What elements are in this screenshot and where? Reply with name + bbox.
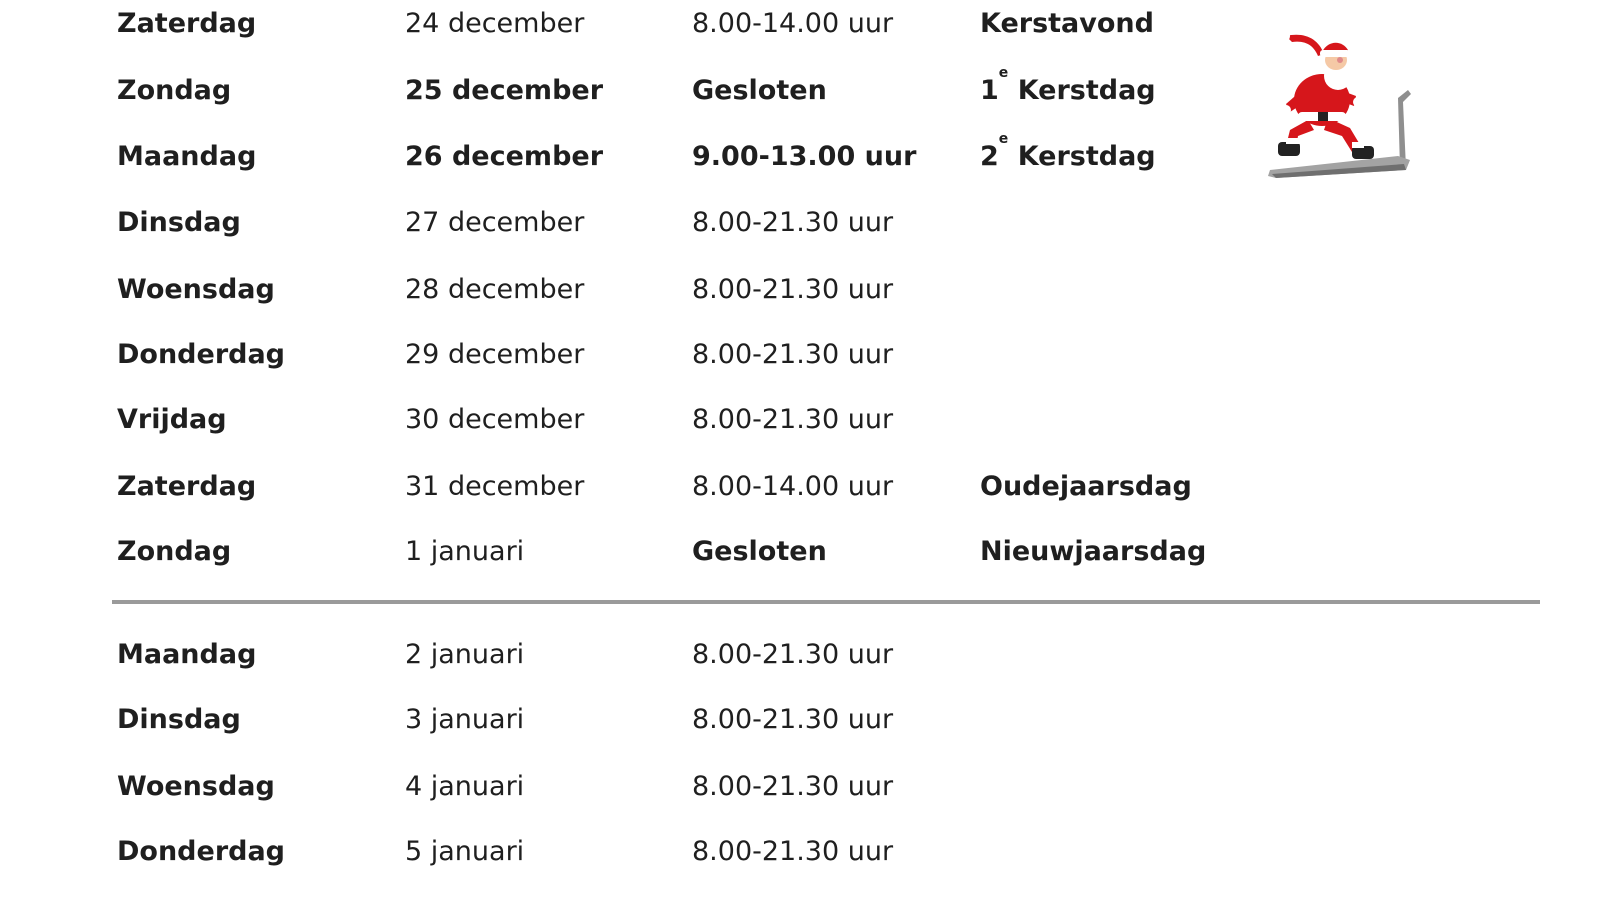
opening-hours: 8.00-14.00 uur	[692, 471, 894, 502]
holiday-label: Kerstavond	[980, 8, 1154, 39]
day-name: Dinsdag	[117, 704, 241, 735]
schedule-row	[0, 635, 1600, 675]
holiday-label	[980, 65, 1156, 111]
holiday-ordinal: 2	[980, 141, 999, 172]
day-name: Donderdag	[117, 339, 286, 370]
opening-hours: 8.00-21.30 uur	[692, 207, 894, 238]
holiday-label: Nieuwjaarsdag	[980, 536, 1207, 567]
section-divider	[112, 600, 1540, 604]
day-name: Zaterdag	[117, 471, 257, 502]
day-name: Maandag	[117, 639, 257, 670]
day-name: Zondag	[117, 75, 232, 106]
opening-hours: 8.00-21.30 uur	[692, 274, 894, 305]
opening-hours: Gesloten	[692, 536, 827, 567]
date: 29 december	[405, 339, 585, 370]
day-name: Zondag	[117, 536, 232, 567]
date: 31 december	[405, 471, 585, 502]
ordinal-suffix: e	[998, 131, 1009, 147]
schedule-row	[0, 767, 1600, 807]
date: 25 december	[405, 75, 604, 106]
opening-hours: 8.00-21.30 uur	[692, 771, 894, 802]
schedule-row	[0, 532, 1600, 572]
schedule-row	[0, 400, 1600, 440]
schedule-row	[0, 467, 1600, 507]
date: 4 januari	[405, 771, 525, 802]
opening-hours: Gesloten	[692, 75, 827, 106]
opening-hours: 9.00-13.00 uur	[692, 141, 917, 172]
schedule-row	[0, 203, 1600, 243]
schedule-row	[0, 335, 1600, 375]
schedule-row	[0, 270, 1600, 310]
day-name: Woensdag	[117, 274, 275, 305]
opening-hours: 8.00-21.30 uur	[692, 704, 894, 735]
opening-hours: 8.00-21.30 uur	[692, 339, 894, 370]
date: 5 januari	[405, 836, 525, 867]
schedule-row	[0, 832, 1600, 872]
holiday-name: Kerstdag	[1008, 75, 1156, 106]
day-name: Zaterdag	[117, 8, 257, 39]
date: 26 december	[405, 141, 604, 172]
date: 3 januari	[405, 704, 525, 735]
opening-hours: 8.00-21.30 uur	[692, 404, 894, 435]
schedule-row	[0, 700, 1600, 740]
opening-hours: 8.00-21.30 uur	[692, 639, 894, 670]
holiday-name: Kerstdag	[1008, 141, 1156, 172]
day-name: Vrijdag	[117, 404, 227, 435]
ordinal-suffix: e	[998, 65, 1009, 81]
opening-hours: 8.00-21.30 uur	[692, 836, 894, 867]
date: 28 december	[405, 274, 585, 305]
holiday-ordinal: 1	[980, 75, 999, 106]
holiday-label: Oudejaarsdag	[980, 471, 1192, 502]
santa-on-treadmill-icon	[1268, 18, 1428, 178]
day-name: Maandag	[117, 141, 257, 172]
day-name: Dinsdag	[117, 207, 241, 238]
date: 2 januari	[405, 639, 525, 670]
opening-hours: 8.00-14.00 uur	[692, 8, 894, 39]
date: 24 december	[405, 8, 585, 39]
day-name: Donderdag	[117, 836, 286, 867]
date: 30 december	[405, 404, 585, 435]
date: 1 januari	[405, 536, 525, 567]
date: 27 december	[405, 207, 585, 238]
day-name: Woensdag	[117, 771, 275, 802]
holiday-label	[980, 131, 1156, 177]
